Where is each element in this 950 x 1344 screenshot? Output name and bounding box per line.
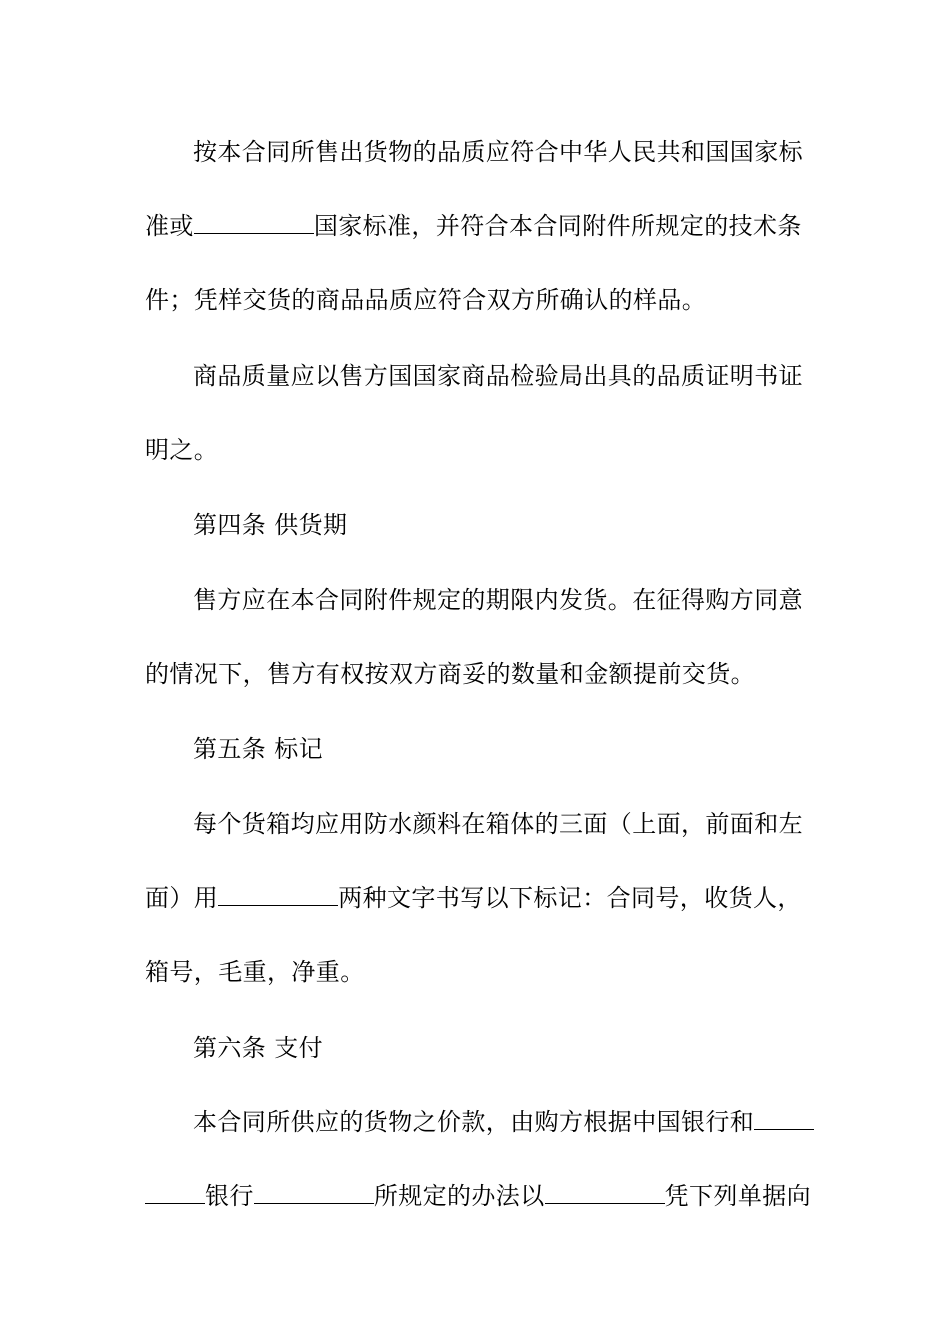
paragraph-inspection-line-1: 商品质量应以售方国国家商品检验局出具的品质证明书证: [193, 362, 803, 390]
paragraph-delivery-line-2: 的情况下，售方有权按双方商妥的数量和金额提前交货。: [145, 660, 755, 688]
paragraph-marking-line-3: 箱号，毛重，净重。: [145, 958, 365, 986]
text-segment: 本合同所供应的货物之价款，由购方根据中国银行和: [193, 1108, 755, 1136]
paragraph-quality-line-3: 件；凭样交货的商品品质应符合双方所确认的样品。: [145, 286, 707, 314]
fill-in-blank: [218, 879, 338, 906]
text-segment: 国家标准，并符合本合同附件所规定的技术条: [313, 212, 802, 240]
fill-in-blank: [194, 207, 314, 234]
text-segment: 银行: [205, 1182, 254, 1210]
paragraph-delivery-line-1: 售方应在本合同附件规定的期限内发货。在征得购方同意: [193, 586, 803, 614]
text-segment: 凭下列单据向: [664, 1182, 812, 1210]
text-segment: 准或: [145, 212, 194, 240]
paragraph-payment-line-2: [145, 1176, 815, 1216]
fill-in-blank: [754, 1103, 814, 1130]
paragraph-quality-line-2: [145, 206, 815, 246]
text-segment: 面）用: [145, 884, 219, 912]
fill-in-blank: [254, 1177, 374, 1204]
fill-in-blank: [545, 1177, 665, 1204]
heading-article-5: 第五条 标记: [193, 735, 324, 763]
heading-article-6: 第六条 支付: [193, 1034, 324, 1062]
paragraph-marking-line-1: 每个货箱均应用防水颜料在箱体的三面（上面，前面和左: [193, 810, 803, 838]
paragraph-inspection-line-2: 明之。: [145, 436, 219, 464]
paragraph-marking-line-2: [145, 878, 815, 918]
text-segment: 所规定的办法以: [373, 1182, 545, 1210]
text-segment: 两种文字书写以下标记：合同号，收货人，: [338, 884, 802, 912]
heading-article-4: 第四条 供货期: [193, 511, 348, 539]
paragraph-payment-line-1: [193, 1102, 815, 1142]
fill-in-blank: [145, 1177, 205, 1204]
paragraph-quality-line-1: 按本合同所售出货物的品质应符合中华人民共和国国家标: [193, 138, 803, 166]
